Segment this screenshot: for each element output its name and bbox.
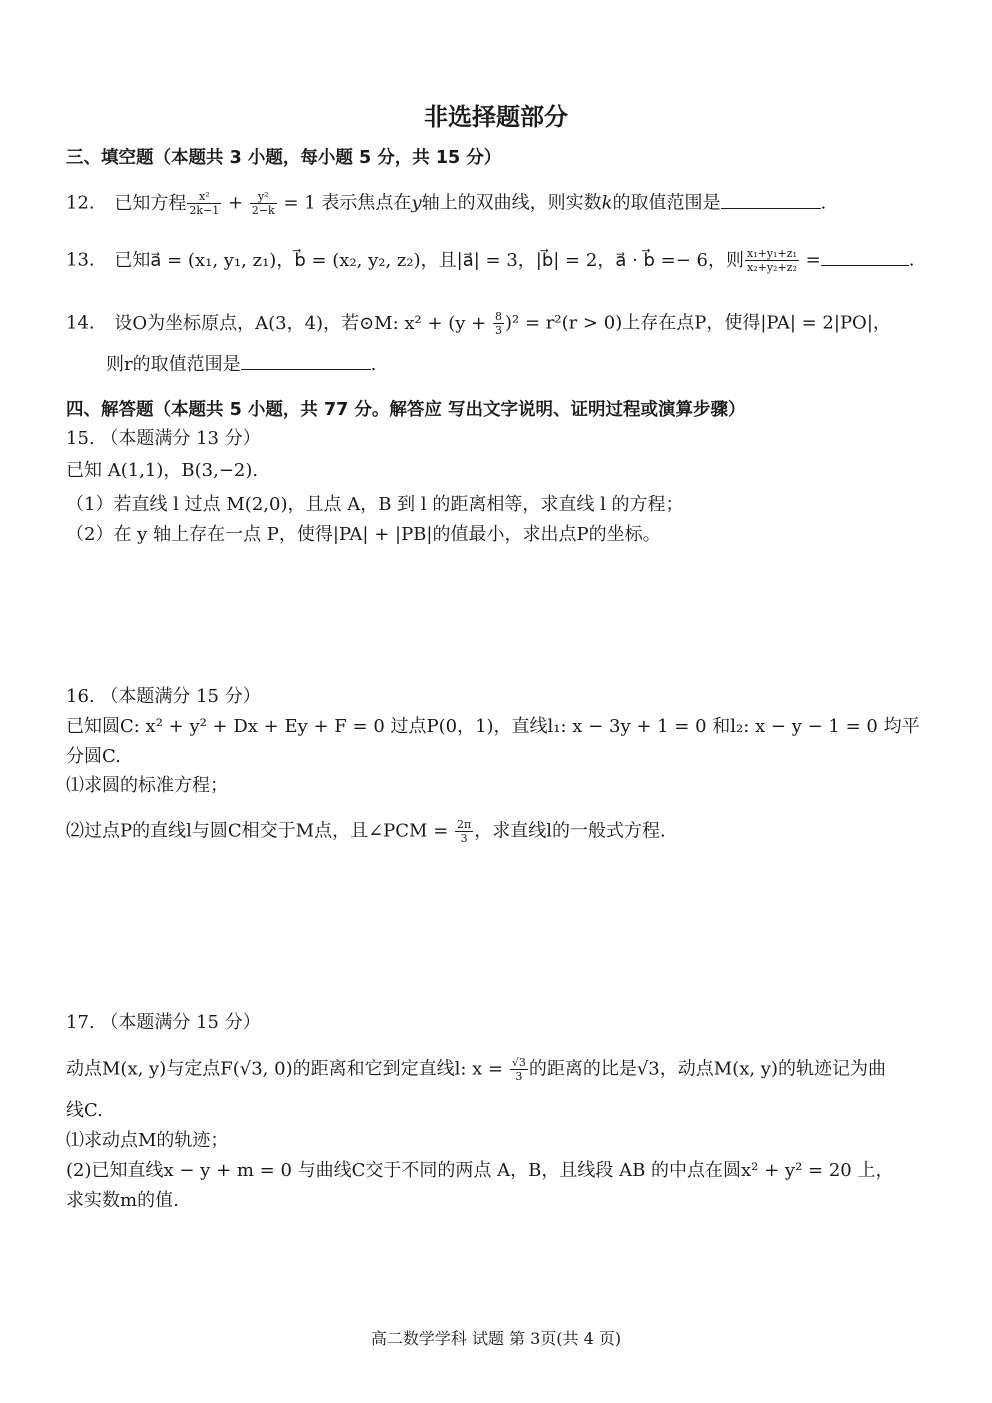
q14-text-pre: 设O为坐标原点，A(3，4)，若⊙M: x² + (y + [114,312,492,334]
q13-frac-den: x₂+y₂+z₂ [747,261,797,274]
question-13 [66,247,914,274]
q14-frac-den: 3 [495,324,502,337]
q16-frac-den: 3 [460,832,468,845]
q12-frac2-num: y² [250,190,277,204]
page-title: 非选择题部分 [424,103,568,131]
page-footer: 高二数学学科 试题 第 3页(共 4 页) [370,1329,622,1348]
q16-part-1: ⑴求圆的标准方程； [66,775,228,796]
q12-answer-blank[interactable] [721,194,821,209]
q14-text-post: )² = r²(r > 0)上存在点P，使得|PA| = 2|PO|， [505,312,891,334]
q13-answer-blank[interactable] [821,251,909,266]
q15-heading: 15. （本题满分 13 分） [66,428,261,449]
q12-var-k: k [601,192,613,214]
q16-part-2 [66,818,666,845]
q12-number: 12. [66,192,95,214]
q14-answer-blank[interactable] [241,355,371,370]
q17-given-line-1 [66,1056,886,1083]
q13-equals: = [805,249,821,271]
question-12 [66,190,826,217]
q14-line2-text: 则r的取值范围是 [106,354,241,375]
q13-end: . [908,249,915,271]
q12-frac1-den: 2k−1 [189,204,220,217]
q16-fraction [455,818,473,845]
q12-text-mid: 轴上的双曲线，则实数 [421,192,602,214]
q16-given-line-1: 已知圆C: x² + y² + Dx + Ey + F = 0 过点P(0，1)，直线l₁: x − 3y + 1 = 0 和l₂: x − y − 1 = 0 均平 [66,716,920,737]
q12-frac1-num: x² [187,190,221,204]
q15-part-2: （2）在 y 轴上存在一点 P，使得|PA| + |PB|的值最小，求出点P的坐标。 [66,524,661,545]
question-14 [66,310,891,337]
q15-part-1: （1）若直线 l 过点 M(2,0)，且点 A，B 到 l 的距离相等，求直线 l 的方程； [66,494,684,515]
q17-part-3: 求实数m的值. [66,1190,179,1211]
q17-part-1: ⑴求动点M的轨迹； [66,1130,229,1151]
section-fill-blank-heading: 三、填空题（本题共 3 小题，每小题 5 分，共 15 分） [66,148,502,168]
q12-text-pre: 已知方程 [114,192,187,214]
q12-text-post: 的取值范围是 [612,192,721,214]
q15-given: 已知 A(1,1)，B(3,−2). [66,460,259,481]
question-14-line-2 [106,352,376,378]
q12-var-y: y [411,192,422,214]
q12-equals: = 1 表示焦点在 [283,192,412,214]
q17-given1-post: 的距离的比是√3，动点M(x, y)的轨迹记为曲 [528,1058,886,1080]
q12-end: . [820,192,827,214]
q13-number: 13. [66,249,95,271]
q17-fraction [510,1056,528,1083]
section-answer-heading: 四、解答题（本题共 5 小题，共 77 分。解答应 写出文字说明、证明过程或演算步骤） [66,400,746,420]
q14-number: 14. [66,312,95,334]
q17-part-2: (2)已知直线x − y + m = 0 与曲线C交于不同的两点 A，B，且线段 AB 的中点在圆x² + y² = 20 上， [66,1160,894,1181]
q17-frac-num: √3 [511,1056,526,1069]
q16-part2-pre: ⑵过点P的直线l与圆C相交于M点，且∠PCM = [66,820,454,842]
q16-part2-post: ，求直线l的一般式方程. [474,820,666,842]
q16-given-line-2: 分圆C. [66,746,121,767]
q17-given1-pre: 动点M(x, y)与定点F(√3, 0)的距离和它到定直线l: x = [66,1058,509,1080]
q17-heading: 17. （本题满分 15 分） [66,1012,261,1033]
q14-fraction [493,310,504,337]
q16-frac-num: 2π [457,818,472,831]
q12-fraction-y [250,190,277,217]
q13-frac-num: x₁+y₁+z₁ [747,247,797,260]
q12-fraction-x [187,190,221,217]
q12-frac2-den: 2−k [251,204,275,217]
q17-given-line-2: 线C. [66,1100,103,1121]
q17-frac-den: 3 [515,1070,523,1083]
q16-heading: 16. （本题满分 15 分） [66,686,261,707]
q14-frac-num: 8 [495,310,502,323]
q14-end: . [370,354,377,375]
q13-fraction [745,247,799,274]
q12-plus: + [228,192,244,214]
q13-text: 已知a⃗ = (x₁, y₁, z₁)，b⃗ = (x₂, y₂, z₂)，且|a⃗| = 3，|b⃗| = 2，a⃗ · b⃗ =− 6，则 [114,249,744,271]
